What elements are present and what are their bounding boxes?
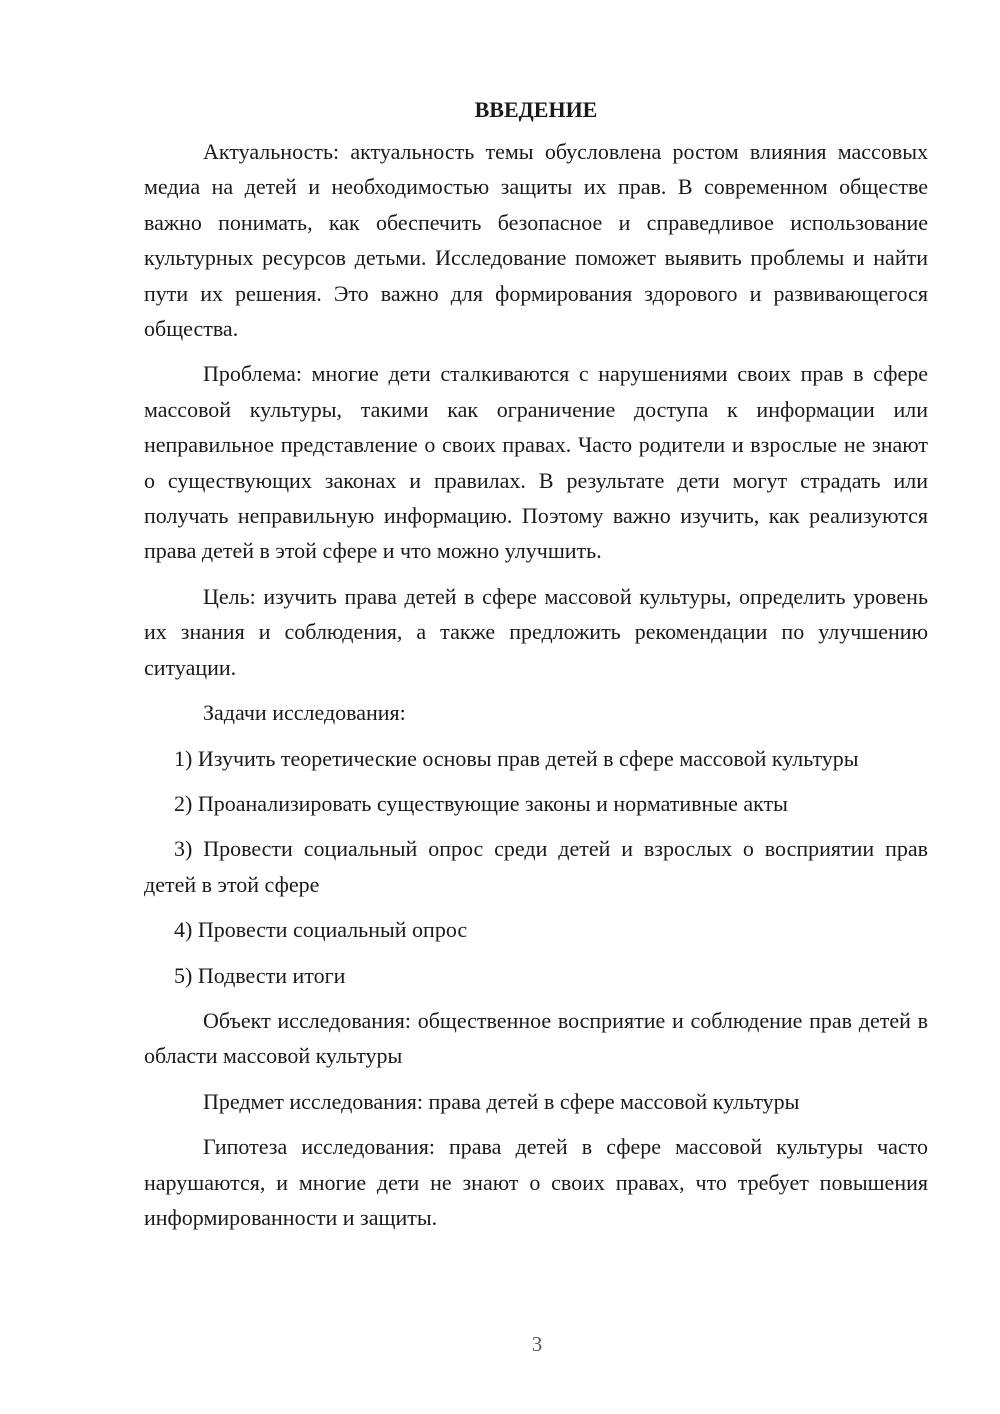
tasks-list: [144, 741, 928, 993]
task-item: 3) Провести социальный опрос среди детей и взрослых о восприятии прав детей в этой сфере: [144, 836, 928, 897]
task-item: 5) Подвести итоги: [174, 962, 346, 988]
object-paragraph: Объект исследования: общественное восприятие и соблюдение прав детей в области массовой культуры: [144, 1007, 928, 1069]
page-number: 3: [531, 1332, 543, 1356]
tasks-heading: Задачи исследования:: [203, 700, 406, 726]
task-item: 4) Провести социальный опрос: [174, 917, 468, 943]
relevance-paragraph: Актуальность: актуальность темы обусловлена ростом влияния массовых медиа на детей и необходимостью защиты их прав. В современном обществе важно понимать, как обеспечить безопасное и справедливое использование культурных ресурсов детьми. Исследование поможет выявить проблемы и найти пути их решения. Это важно для формирования здорового и развивающегося общества.: [144, 139, 928, 342]
goal-paragraph: Цель: изучить права детей в сфере массовой культуры, определить уровень их знания и соблюдения, а также предложить рекомендации по улучшению ситуации.: [144, 583, 928, 680]
task-item: 1) Изучить теоретические основы прав детей в сфере массовой культуры: [174, 745, 859, 771]
problem-paragraph: Проблема: многие дети сталкиваются с нарушениями своих прав в сфере массовой культуры, такими как ограничение доступа к информации или неправильное представление о своих правах. Часто родители и взрослые не знают о существующих законах и правилах. В результате дети могут страдать или получать неправильную информацию. Поэтому важно изучить, как реализуются права детей в этой сфере и что можно улучшить.: [144, 361, 928, 564]
page-title: ВВЕДЕНИЕ: [474, 97, 598, 122]
subject-paragraph: Предмет исследования: права детей в сфере массовой культуры: [203, 1088, 800, 1114]
task-item: 2) Проанализировать существующие законы и нормативные акты: [174, 790, 788, 816]
page-content: [144, 92, 928, 1245]
hypothesis-paragraph: Гипотеза исследования: права детей в сфере массовой культуры часто нарушаются, и многие дети не знают о своих правах, что требует повышения информированности и защиты.: [144, 1134, 928, 1230]
